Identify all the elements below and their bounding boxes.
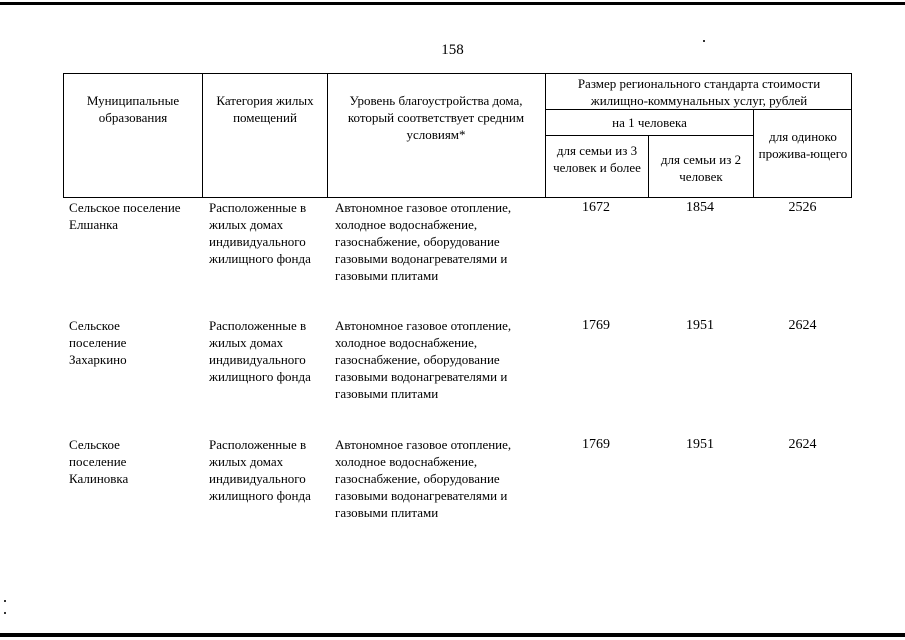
header-family3: для семьи из 3 человек и более [553,143,641,175]
cell-family3: 1769 [582,437,610,452]
header-category: Категория жилых помещений [216,93,314,125]
cell-level: Автономное газовое отопление, холодное водоснабжение, газоснабжение, оборудование газовыми водонагревателями и газовыми плитами [335,437,512,520]
header-divider [648,135,649,198]
header-border-bottom [63,197,852,198]
cell-family3: 1672 [582,200,610,215]
header-municipality: Муниципальные образования [86,93,180,125]
header-per-person: на 1 человека [612,115,687,130]
header-level: Уровень благоустройства дома, который соответствует средним условиям* [347,93,525,142]
cell-family2: 1951 [686,437,714,452]
cell-single: 2624 [788,318,817,333]
cell-municipality: Сельское поселение Калиновка [69,437,129,486]
cell-single: 2526 [788,200,817,215]
header-divider [753,109,754,198]
cell-level: Автономное газовое отопление, холодное водоснабжение, газоснабжение, оборудование газовыми водонагревателями и газовыми плитами [335,318,512,401]
header-single: для одиноко прожива-ющего [758,129,848,161]
cell-category: Расположенные в жилых домах индивидуального жилищного фонда [209,437,311,503]
cell-category: Расположенные в жилых домах индивидуального жилищного фонда [209,318,311,384]
page-number: 158 [441,42,464,58]
bottom-border-rule [0,633,905,637]
cell-municipality: Сельское поселение Захаркино [69,318,127,367]
header-standard-group: Размер регионального стандарта стоимости жилищно-коммунальных услуг, рублей [577,76,821,108]
cell-municipality: Сельское поселение Елшанка [69,200,181,232]
header-divider [545,135,753,136]
header-divider [545,109,852,110]
header-border-right [851,73,852,198]
cell-family2: 1951 [686,318,714,333]
table-border-top [63,73,852,74]
header-family2: для семьи из 2 человек [660,152,742,184]
cell-family2: 1854 [686,200,714,215]
cell-family3: 1769 [582,318,610,333]
cell-single: 2624 [788,437,817,452]
header-divider [545,73,546,198]
cell-category: Расположенные в жилых домах индивидуального жилищного фонда [209,200,311,266]
cell-level: Автономное газовое отопление, холодное водоснабжение, газоснабжение, оборудование газовыми водонагревателями и газовыми плитами [335,200,512,283]
header-divider [327,73,328,198]
